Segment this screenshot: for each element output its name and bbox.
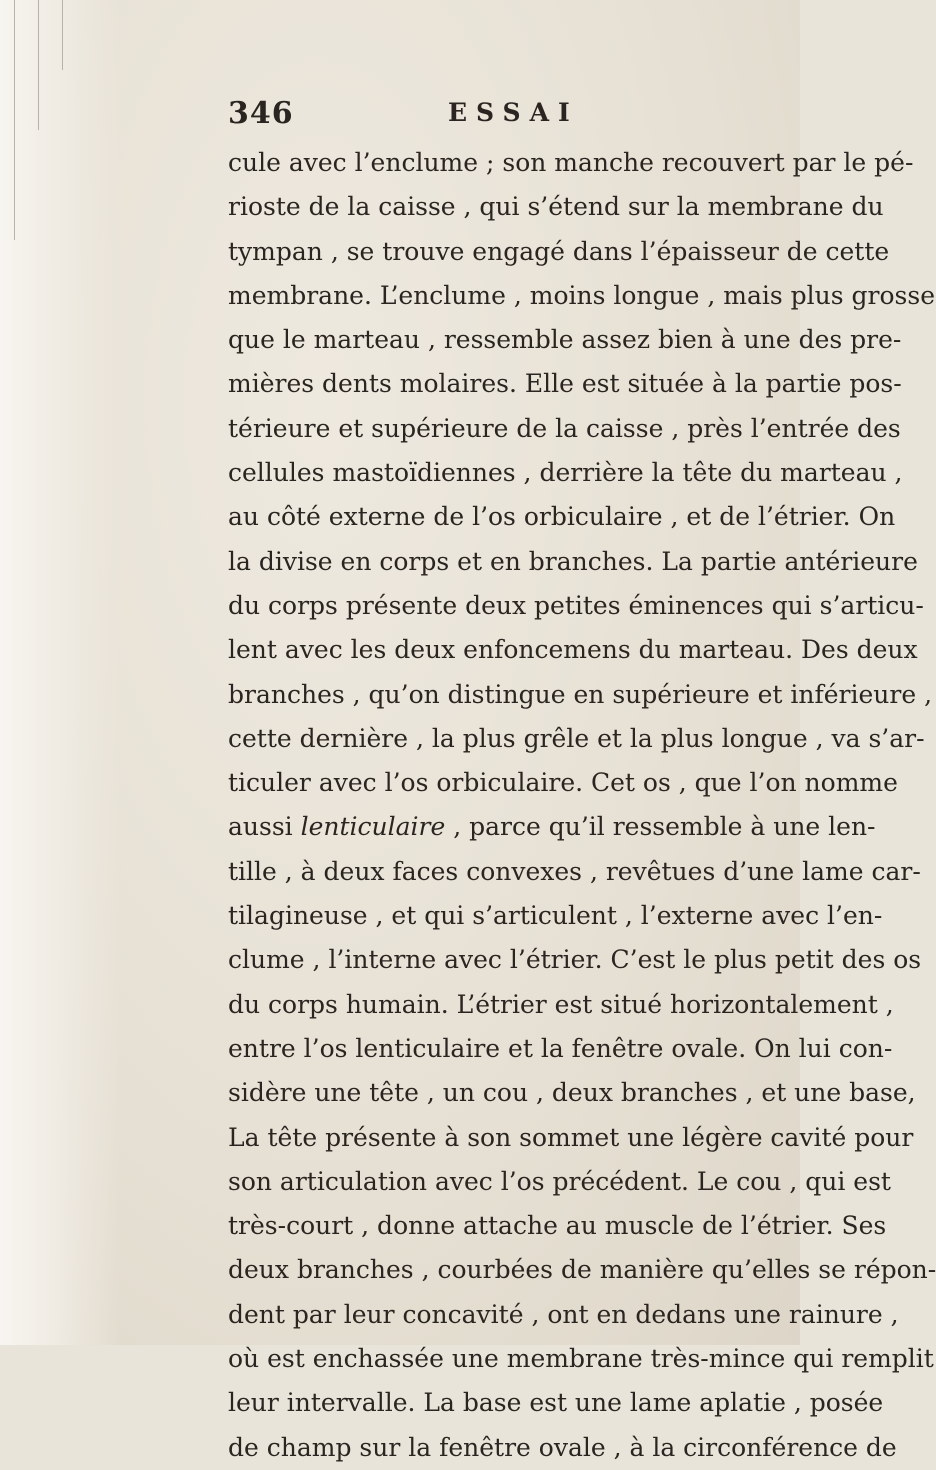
text-line: cette dernière , la plus grêle et la plus longue , va s’ar- [228, 723, 925, 753]
text-line: de champ sur la fenêtre ovale , à la circonférence de [228, 1432, 897, 1462]
text-line: cellules mastoïdiennes , derrière la tête du marteau , [228, 458, 903, 488]
text-line: du corps présente deux petites éminences qui s’articu- [228, 590, 924, 620]
text-line: que le marteau , ressemble assez bien à une des pre- [228, 325, 902, 355]
text-line: tille , à deux faces convexes , revêtues d’une lame car- [228, 856, 921, 886]
text-line: lent avec les deux enfoncemens du marteau. Des deux [228, 635, 918, 665]
page-edge-line [14, 0, 15, 240]
text-line: du corps humain. L’étrier est situé horizontalement , [228, 989, 894, 1019]
text-line: leur intervalle. La base est une lame aplatie , posée [228, 1388, 884, 1418]
text-line: cule avec l’enclume ; son manche recouvert par le pé- [228, 148, 914, 177]
text-line: sidère une tête , un cou , deux branches , et une base, [228, 1078, 916, 1108]
text-line: très-court , donne attache au muscle de l’étrier. Ses [228, 1211, 887, 1241]
page-header [228, 96, 768, 140]
text-line: aussi lenticulaire , parce qu’il ressemble à une len- [228, 812, 876, 842]
page-edge-line [38, 0, 39, 130]
text-line: La tête présente à son sommet une légère cavité pour [228, 1122, 914, 1152]
text-line: branches , qu’on distingue en supérieure et inférieure , [228, 679, 933, 709]
text-line: son articulation avec l’os précédent. Le cou , qui est [228, 1166, 891, 1196]
text-line: deux branches , courbées de manière qu’elles se répon- [228, 1255, 936, 1285]
page-edge-line [62, 0, 63, 70]
text-line: tympan , se trouve engagé dans l’épaisseur de cette [228, 236, 890, 266]
text-line: la divise en corps et en branches. La partie antérieure [228, 546, 918, 576]
italic-term: lenticulaire [300, 812, 446, 842]
page-edge [0, 0, 120, 1345]
text-line: tilagineuse , et qui s’articulent , l’externe avec l’en- [228, 901, 883, 931]
text-line: mières dents molaires. Elle est située à la partie pos- [228, 369, 902, 399]
text-line: ticuler avec l’os orbiculaire. Cet os , que l’on nomme [228, 768, 898, 798]
text-line: entre l’os lenticulaire et la fenêtre ovale. On lui con- [228, 1033, 893, 1063]
running-title: ESSAI [448, 98, 579, 127]
text-line: au côté externe de l’os orbiculaire , et de l’étrier. On [228, 502, 896, 532]
text-line: rioste de la caisse , qui s’étend sur la membrane du [228, 192, 884, 222]
text-line: térieure et supérieure de la caisse , près l’entrée des [228, 413, 901, 443]
page-number: 346 [228, 96, 294, 131]
text-line: où est enchassée une membrane très-mince qui remplit [228, 1344, 934, 1374]
text-line: clume , l’interne avec l’étrier. C’est le plus petit des os [228, 945, 922, 975]
body-text [228, 141, 936, 1470]
text-line: dent par leur concavité , ont en dedans une rainure , [228, 1299, 899, 1329]
text-line: membrane. L’enclume , moins longue , mais plus grosse [228, 280, 935, 310]
